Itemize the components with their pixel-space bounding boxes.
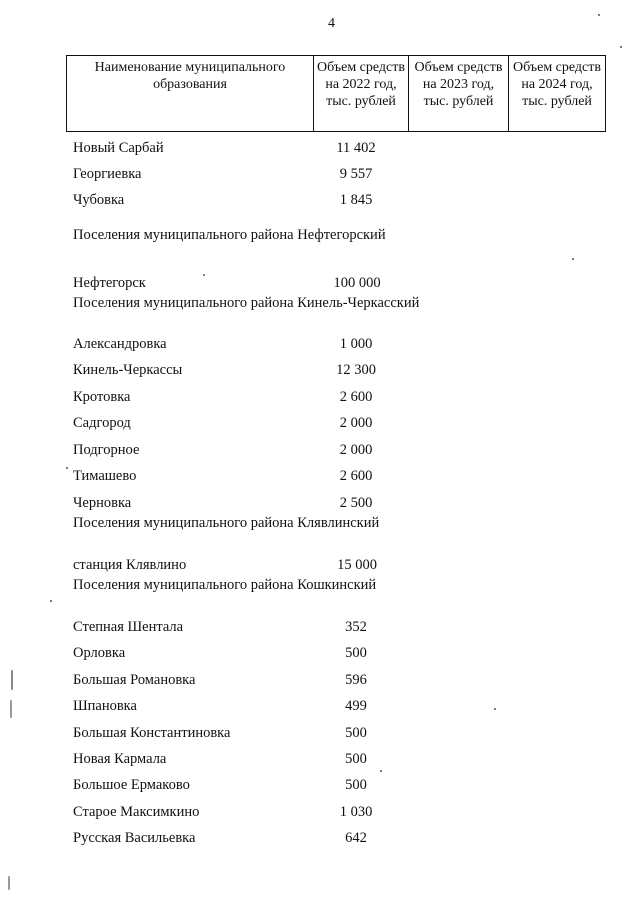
amount-2022: 2 500 — [339, 495, 373, 511]
municipality-name: Александровка — [73, 336, 167, 352]
table-row — [73, 830, 473, 850]
municipality-name: Большое Ермаково — [73, 777, 190, 793]
municipality-name: Подгорное — [73, 442, 140, 458]
table-row — [73, 751, 473, 771]
amount-2022: 500 — [345, 645, 367, 661]
municipality-name: Тимашево — [73, 468, 137, 484]
amount-2022: 2 000 — [339, 415, 373, 431]
amount-2022: 596 — [345, 672, 367, 688]
header-amount-2023: Объем средств на 2023 год, тыс. рублей — [409, 56, 509, 131]
amount-2022: 1 845 — [339, 192, 373, 208]
table-header — [66, 55, 606, 132]
table-row — [73, 777, 473, 797]
municipality-name: Новая Кармала — [73, 751, 167, 767]
table-row — [73, 415, 473, 435]
amount-2022: 2 000 — [339, 442, 373, 458]
scan-speck — [380, 770, 382, 772]
amount-2022: 1 030 — [339, 804, 373, 820]
municipality-name: Садгород — [73, 415, 131, 431]
scan-speck — [572, 258, 574, 260]
amount-2022: 1 000 — [339, 336, 373, 352]
table-row — [73, 140, 473, 160]
header-amount-2022: Объем средств на 2022 год, тыс. рублей — [314, 56, 409, 131]
scan-speck — [598, 14, 600, 16]
amount-2022: 500 — [345, 725, 367, 741]
amount-2022: 9 557 — [339, 166, 373, 182]
section-heading: Поселения муниципального района Кинель-Черкасский — [73, 295, 420, 311]
table-row — [73, 557, 473, 577]
section-heading: Поселения муниципального района Нефтегорский — [73, 227, 386, 243]
scan-speck — [620, 46, 622, 48]
table-row — [73, 166, 473, 186]
table-row — [73, 619, 473, 639]
page-number: 4 — [328, 16, 335, 31]
municipality-name: станция Клявлино — [73, 557, 187, 573]
scan-speck — [11, 670, 13, 690]
municipality-name: Шпановка — [73, 698, 137, 714]
table-row — [73, 192, 473, 212]
section-heading: Поселения муниципального района Кошкинский — [73, 577, 377, 593]
scan-speck — [8, 876, 10, 890]
municipality-name: Степная Шентала — [73, 619, 184, 635]
amount-2022: 2 600 — [339, 468, 373, 484]
table-row — [73, 362, 473, 382]
scan-speck — [10, 700, 12, 718]
table-row — [73, 275, 473, 295]
scan-speck — [494, 708, 496, 710]
municipality-name: Новый Сарбай — [73, 140, 164, 156]
table-row — [73, 468, 473, 488]
municipality-name: Черновка — [73, 495, 132, 511]
municipality-name: Нефтегорск — [73, 275, 146, 291]
municipality-name: Старое Максимкино — [73, 804, 200, 820]
scan-speck — [203, 274, 205, 276]
scan-speck — [50, 600, 52, 602]
scan-speck — [66, 467, 68, 469]
amount-2022: 2 600 — [339, 389, 373, 405]
municipality-name: Кинель-Черкассы — [73, 362, 183, 378]
amount-2022: 15 000 — [337, 557, 377, 573]
amount-2022: 12 300 — [336, 362, 376, 378]
table-row — [73, 804, 473, 824]
municipality-name: Чубовка — [73, 192, 125, 208]
amount-2022: 100 000 — [333, 275, 381, 291]
municipality-name: Георгиевка — [73, 166, 142, 182]
amount-2022: 11 402 — [336, 140, 376, 156]
municipality-name: Русская Васильевка — [73, 830, 196, 846]
table-row — [73, 645, 473, 665]
table-row — [73, 442, 473, 462]
amount-2022: 352 — [345, 619, 367, 635]
municipality-name: Большая Романовка — [73, 672, 196, 688]
table-row — [73, 725, 473, 745]
municipality-name: Большая Константиновка — [73, 725, 231, 741]
table-row — [73, 698, 473, 718]
table-row — [73, 495, 473, 515]
section-heading: Поселения муниципального района Клявлинский — [73, 515, 380, 531]
amount-2022: 499 — [345, 698, 367, 714]
header-municipality-name: Наименование муниципального образования — [67, 56, 314, 131]
municipality-name: Орловка — [73, 645, 126, 661]
table-row — [73, 389, 473, 409]
amount-2022: 500 — [345, 751, 367, 767]
table-row — [73, 672, 473, 692]
municipality-name: Кротовка — [73, 389, 131, 405]
amount-2022: 500 — [345, 777, 367, 793]
header-amount-2024: Объем средств на 2024 год, тыс. рублей — [512, 60, 601, 109]
table-row — [73, 336, 473, 356]
amount-2022: 642 — [345, 830, 367, 846]
